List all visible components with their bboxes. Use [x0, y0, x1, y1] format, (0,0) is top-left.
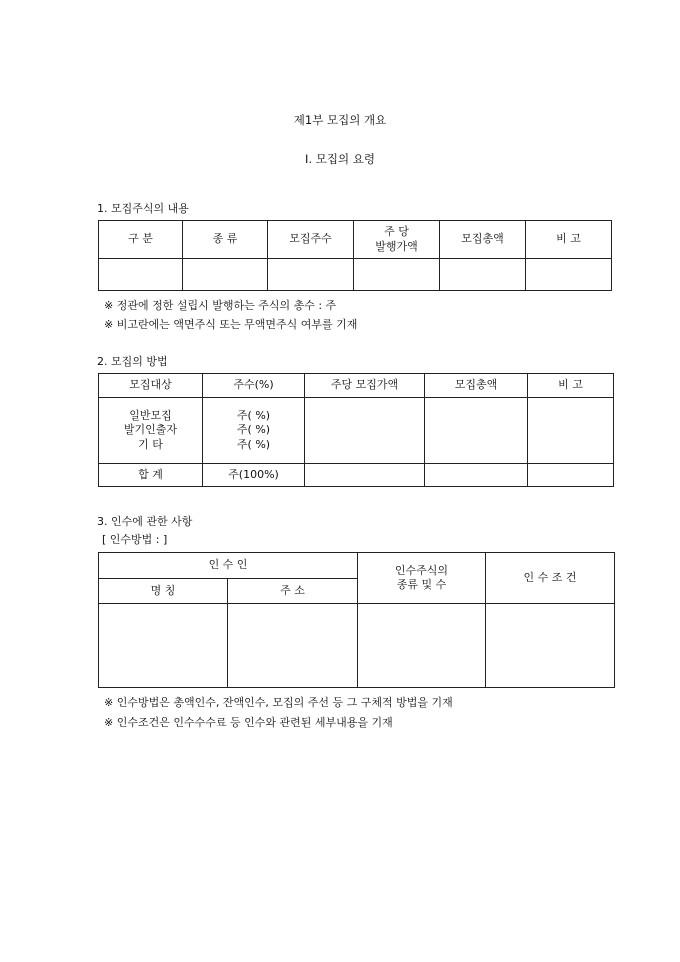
section1-note-2: ※ 비고란에는 액면주식 또는 무액면주식 여부를 기재 [104, 318, 358, 331]
empty-cell [440, 259, 526, 291]
header-subscriber: 인 수 인 [99, 553, 358, 579]
header-address: 주 소 [228, 579, 358, 604]
empty-cell [305, 464, 425, 487]
header-category: 구 분 [99, 221, 183, 259]
section2-heading: 2. 모집의 방법 [97, 355, 168, 368]
header-target: 모집대상 [99, 374, 203, 398]
header-offered-shares: 모집주수 [268, 221, 354, 259]
header-issue-price-per-share [354, 221, 440, 259]
header-name: 명 칭 [99, 579, 228, 604]
shares-other: 주( %) [236, 437, 271, 451]
empty-cell [528, 398, 614, 464]
section3-note-1: ※ 인수방법은 총액인수, 잔액인수, 모집의 주선 등 그 구체적 방법을 기재 [104, 696, 453, 709]
header-price-per-share: 주당 모집가액 [305, 374, 425, 398]
empty-cell [183, 259, 268, 291]
subscription-table [98, 552, 615, 688]
target-list [99, 398, 203, 464]
section3-note-2: ※ 인수조건은 인수수수료 등 인수와 관련된 세부내용을 기재 [104, 716, 393, 729]
target-other: 기 타 [138, 437, 163, 451]
empty-cell [486, 604, 615, 688]
header-per-share: 주 당 [384, 225, 409, 239]
empty-cell [354, 259, 440, 291]
offering-method-table [98, 373, 614, 487]
subscription-method-line: [ 인수방법 : ] [102, 533, 168, 546]
section3-heading: 3. 인수에 관한 사항 [97, 515, 193, 528]
empty-cell [268, 259, 354, 291]
empty-cell [99, 259, 183, 291]
total-shares: 주(100%) [203, 464, 305, 487]
header-total-amount: 모집총액 [440, 221, 526, 259]
section1-note-1: ※ 정관에 정한 설립시 발행하는 주식의 총수 : 주 [104, 299, 337, 312]
empty-cell [528, 464, 614, 487]
empty-cell [425, 398, 528, 464]
header-conditions: 인 수 조 건 [486, 553, 615, 604]
header-share-kind-line2: 종류 및 수 [396, 578, 447, 591]
section1-heading: 1. 모집주식의 내용 [97, 202, 189, 215]
header-remarks: 비 고 [528, 374, 614, 398]
header-share-kind-line1: 인수주식의 [394, 563, 449, 577]
empty-cell [99, 604, 228, 688]
empty-cell [526, 259, 612, 291]
shares-general: 주( %) [236, 409, 271, 423]
target-promoter: 발기인출자 [123, 423, 178, 437]
part-title: 제1부 모집의 개요 [293, 113, 387, 127]
header-shares-percent: 주수(%) [203, 374, 305, 398]
empty-cell [228, 604, 358, 688]
shares-list [203, 398, 305, 464]
empty-cell [358, 604, 486, 688]
share-content-table [98, 220, 612, 291]
header-type: 종 류 [183, 221, 268, 259]
shares-promoter: 주( %) [236, 423, 271, 437]
empty-cell [425, 464, 528, 487]
header-share-kind-count [358, 553, 486, 604]
header-remarks: 비 고 [526, 221, 612, 259]
empty-cell [305, 398, 425, 464]
header-total-amount: 모집총액 [425, 374, 528, 398]
total-label: 합 계 [99, 464, 203, 487]
section-title: Ⅰ. 모집의 요령 [305, 152, 375, 166]
header-issue-price: 발행가액 [375, 239, 418, 253]
target-general: 일반모집 [129, 409, 172, 423]
